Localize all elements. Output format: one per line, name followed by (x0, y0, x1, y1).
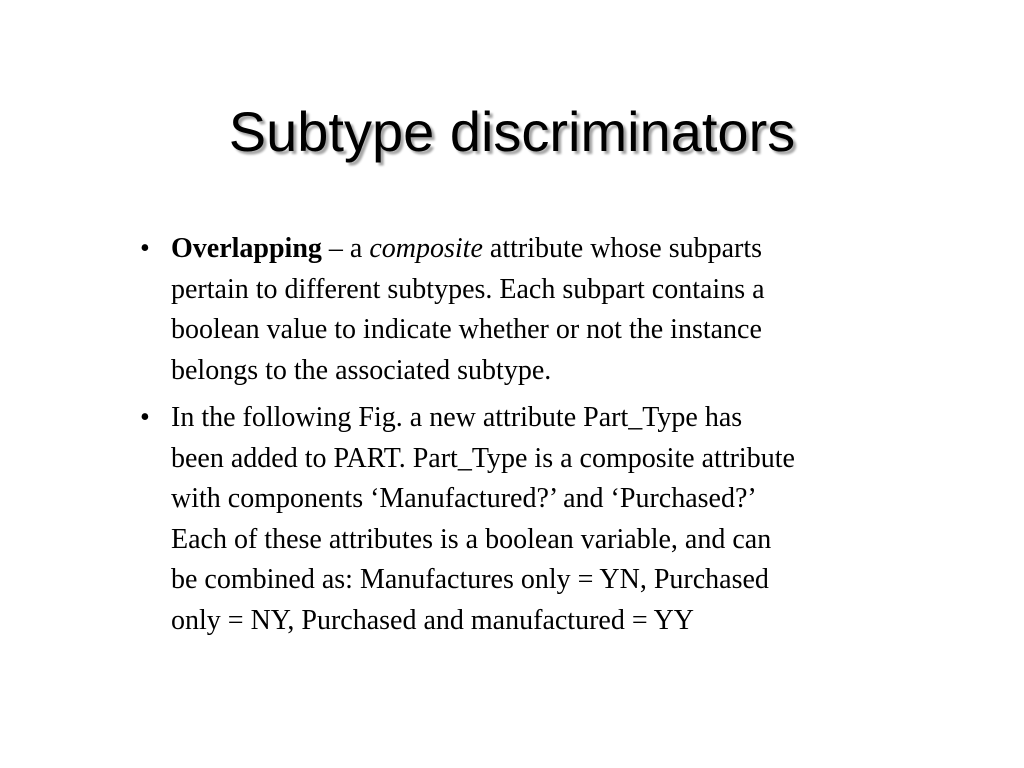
bullet-line: boolean value to indicate whether or not the instance (171, 314, 762, 345)
bullet-line: belongs to the associated subtype. (171, 354, 552, 386)
bullet-line: be combined as: Manufactures only = YN, Purchased (171, 564, 769, 595)
bullet-item-overlapping (140, 229, 940, 391)
line-rest: attribute whose subparts (482, 233, 763, 264)
bullet-line: pertain to different subtypes. Each subpart contains a (171, 273, 765, 305)
bullet-text (171, 398, 940, 641)
bullet-text (171, 229, 940, 391)
bullet-line: with components ‘Manufactured?’ and ‘Purchased?’ (171, 483, 757, 514)
bullet-line: Each of these attributes is a boolean variable, and can (171, 523, 772, 555)
bullet-line: only = NY, Purchased and manufactured = YY (171, 604, 695, 636)
bullet-icon: • (140, 233, 150, 264)
bullet-line: In the following Fig. a new attribute Part_Type has (171, 402, 743, 433)
term-overlapping: Overlapping (171, 233, 322, 264)
bullet-line (171, 229, 940, 270)
term-composite: composite (369, 233, 483, 264)
bullet-item-part-type (140, 398, 940, 641)
bullet-list (140, 229, 940, 648)
dash-text: – a (321, 233, 370, 264)
bullet-line: been added to PART. Part_Type is a composite attribute (171, 442, 795, 474)
slide-title: Subtype discriminators (228, 100, 796, 163)
bullet-icon: • (140, 402, 150, 433)
